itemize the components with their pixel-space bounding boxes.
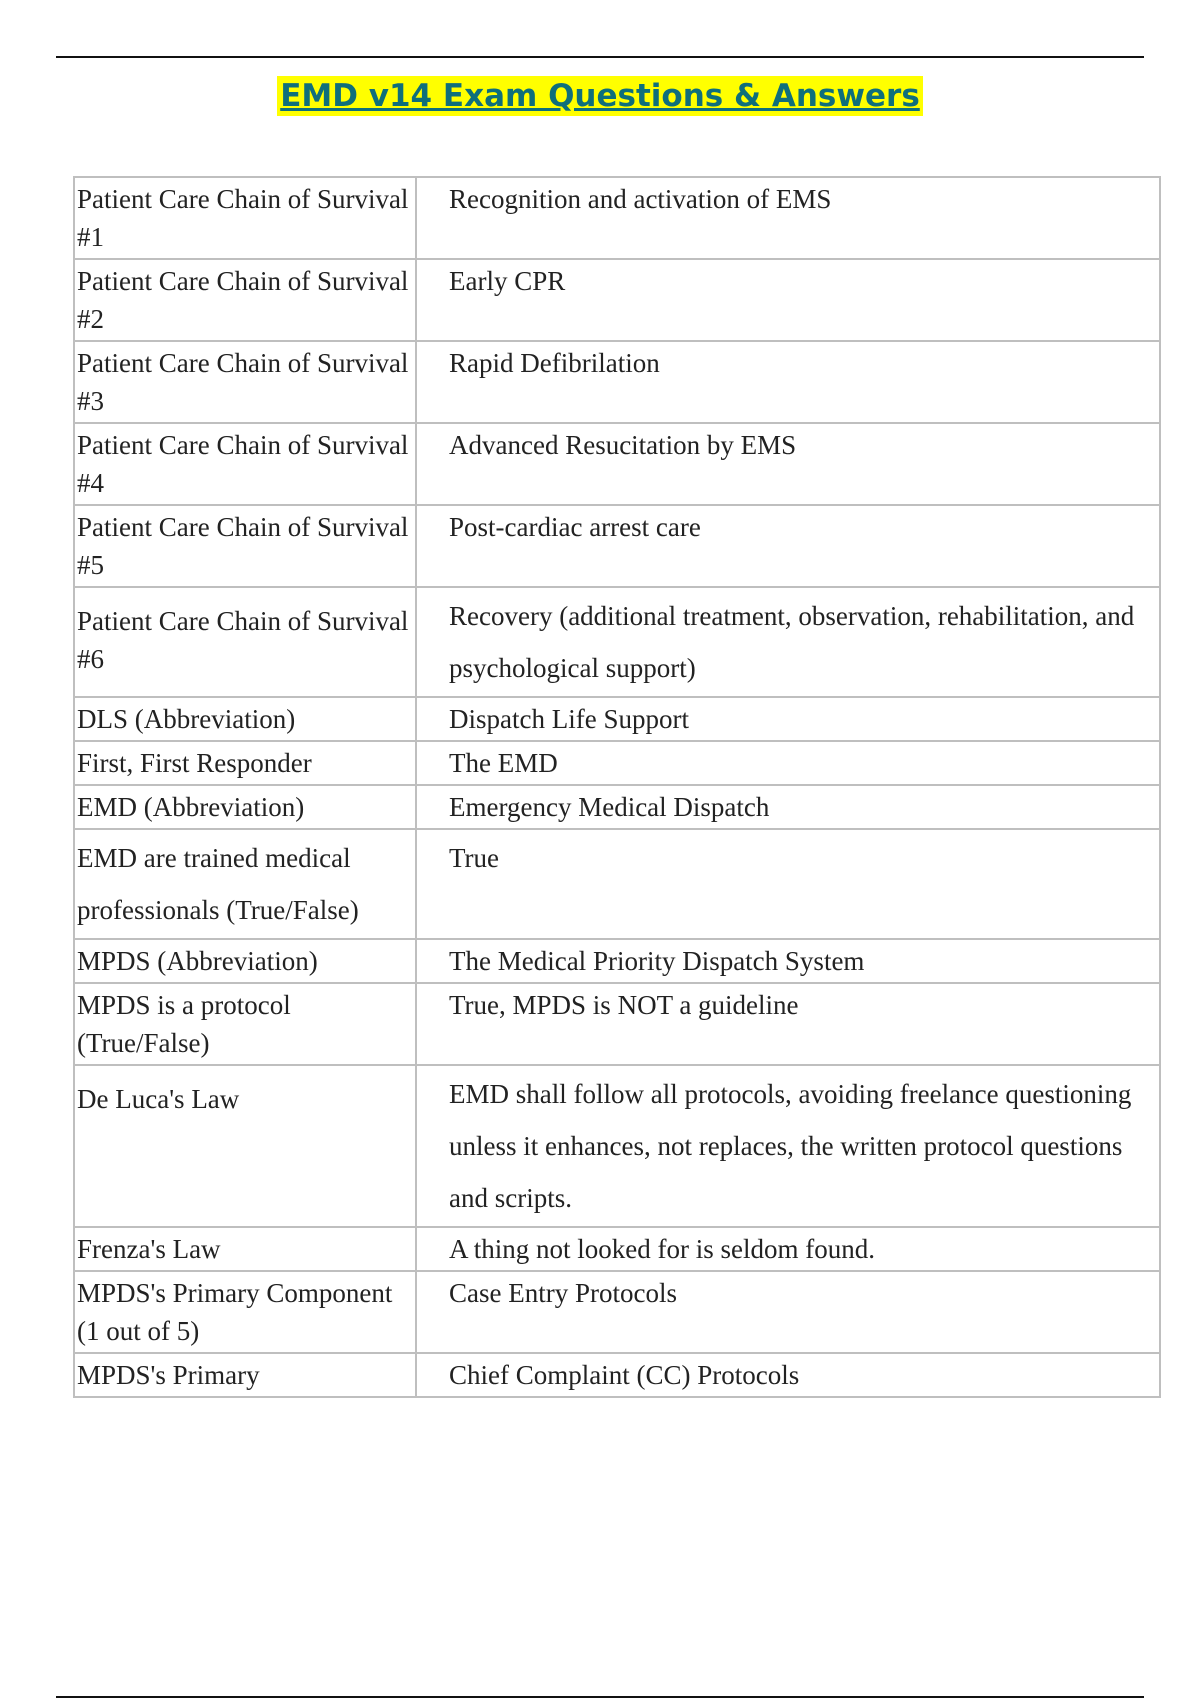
top-rule xyxy=(56,56,1144,58)
table-row xyxy=(74,697,1160,741)
table-row xyxy=(74,741,1160,785)
definition-cell: True xyxy=(416,829,1160,939)
title-container xyxy=(0,76,1200,116)
term-cell: MPDS (Abbreviation) xyxy=(74,939,416,983)
definition-cell: Post-cardiac arrest care xyxy=(416,505,1160,587)
term-cell: Patient Care Chain of Survival #2 xyxy=(74,259,416,341)
term-cell: Patient Care Chain of Survival #6 xyxy=(74,587,416,697)
definition-cell: EMD shall follow all protocols, avoiding freelance questioning unless it enhances, not replaces, the written protocol questions and scripts. xyxy=(416,1065,1160,1227)
table-row xyxy=(74,341,1160,423)
term-cell: MPDS is a protocol (True/False) xyxy=(74,983,416,1065)
definition-cell: The EMD xyxy=(416,741,1160,785)
definition-cell: Rapid Defibrilation xyxy=(416,341,1160,423)
term-cell: Frenza's Law xyxy=(74,1227,416,1271)
definition-cell: A thing not looked for is seldom found. xyxy=(416,1227,1160,1271)
table-row xyxy=(74,829,1160,939)
term-cell: Patient Care Chain of Survival #4 xyxy=(74,423,416,505)
term-cell: Patient Care Chain of Survival #3 xyxy=(74,341,416,423)
definition-cell: Recognition and activation of EMS xyxy=(416,177,1160,259)
page-title: EMD v14 Exam Questions & Answers xyxy=(277,76,923,116)
definition-cell: Dispatch Life Support xyxy=(416,697,1160,741)
term-cell: MPDS's Primary xyxy=(74,1353,416,1397)
definition-cell: The Medical Priority Dispatch System xyxy=(416,939,1160,983)
table-row xyxy=(74,939,1160,983)
definition-cell: Chief Complaint (CC) Protocols xyxy=(416,1353,1160,1397)
table-row xyxy=(74,1227,1160,1271)
table-row xyxy=(74,785,1160,829)
term-cell: MPDS's Primary Component (1 out of 5) xyxy=(74,1271,416,1353)
table-row xyxy=(74,1271,1160,1353)
table-row xyxy=(74,983,1160,1065)
bottom-rule xyxy=(56,1696,1144,1698)
qa-table xyxy=(73,176,1161,1398)
term-cell: DLS (Abbreviation) xyxy=(74,697,416,741)
definition-cell: Advanced Resucitation by EMS xyxy=(416,423,1160,505)
table-row xyxy=(74,505,1160,587)
definition-cell: Early CPR xyxy=(416,259,1160,341)
term-cell: EMD are trained medical professionals (True/False) xyxy=(74,829,416,939)
term-cell: Patient Care Chain of Survival #1 xyxy=(74,177,416,259)
definition-cell: Case Entry Protocols xyxy=(416,1271,1160,1353)
definition-cell: Recovery (additional treatment, observation, rehabilitation, and psychological support) xyxy=(416,587,1160,697)
table-row xyxy=(74,1353,1160,1397)
table-row xyxy=(74,177,1160,259)
term-cell: EMD (Abbreviation) xyxy=(74,785,416,829)
term-cell: First, First Responder xyxy=(74,741,416,785)
definition-cell: Emergency Medical Dispatch xyxy=(416,785,1160,829)
table-row xyxy=(74,423,1160,505)
term-cell: De Luca's Law xyxy=(74,1065,416,1227)
term-cell: Patient Care Chain of Survival #5 xyxy=(74,505,416,587)
table-row xyxy=(74,587,1160,697)
table-row xyxy=(74,1065,1160,1227)
table-row xyxy=(74,259,1160,341)
definition-cell: True, MPDS is NOT a guideline xyxy=(416,983,1160,1065)
